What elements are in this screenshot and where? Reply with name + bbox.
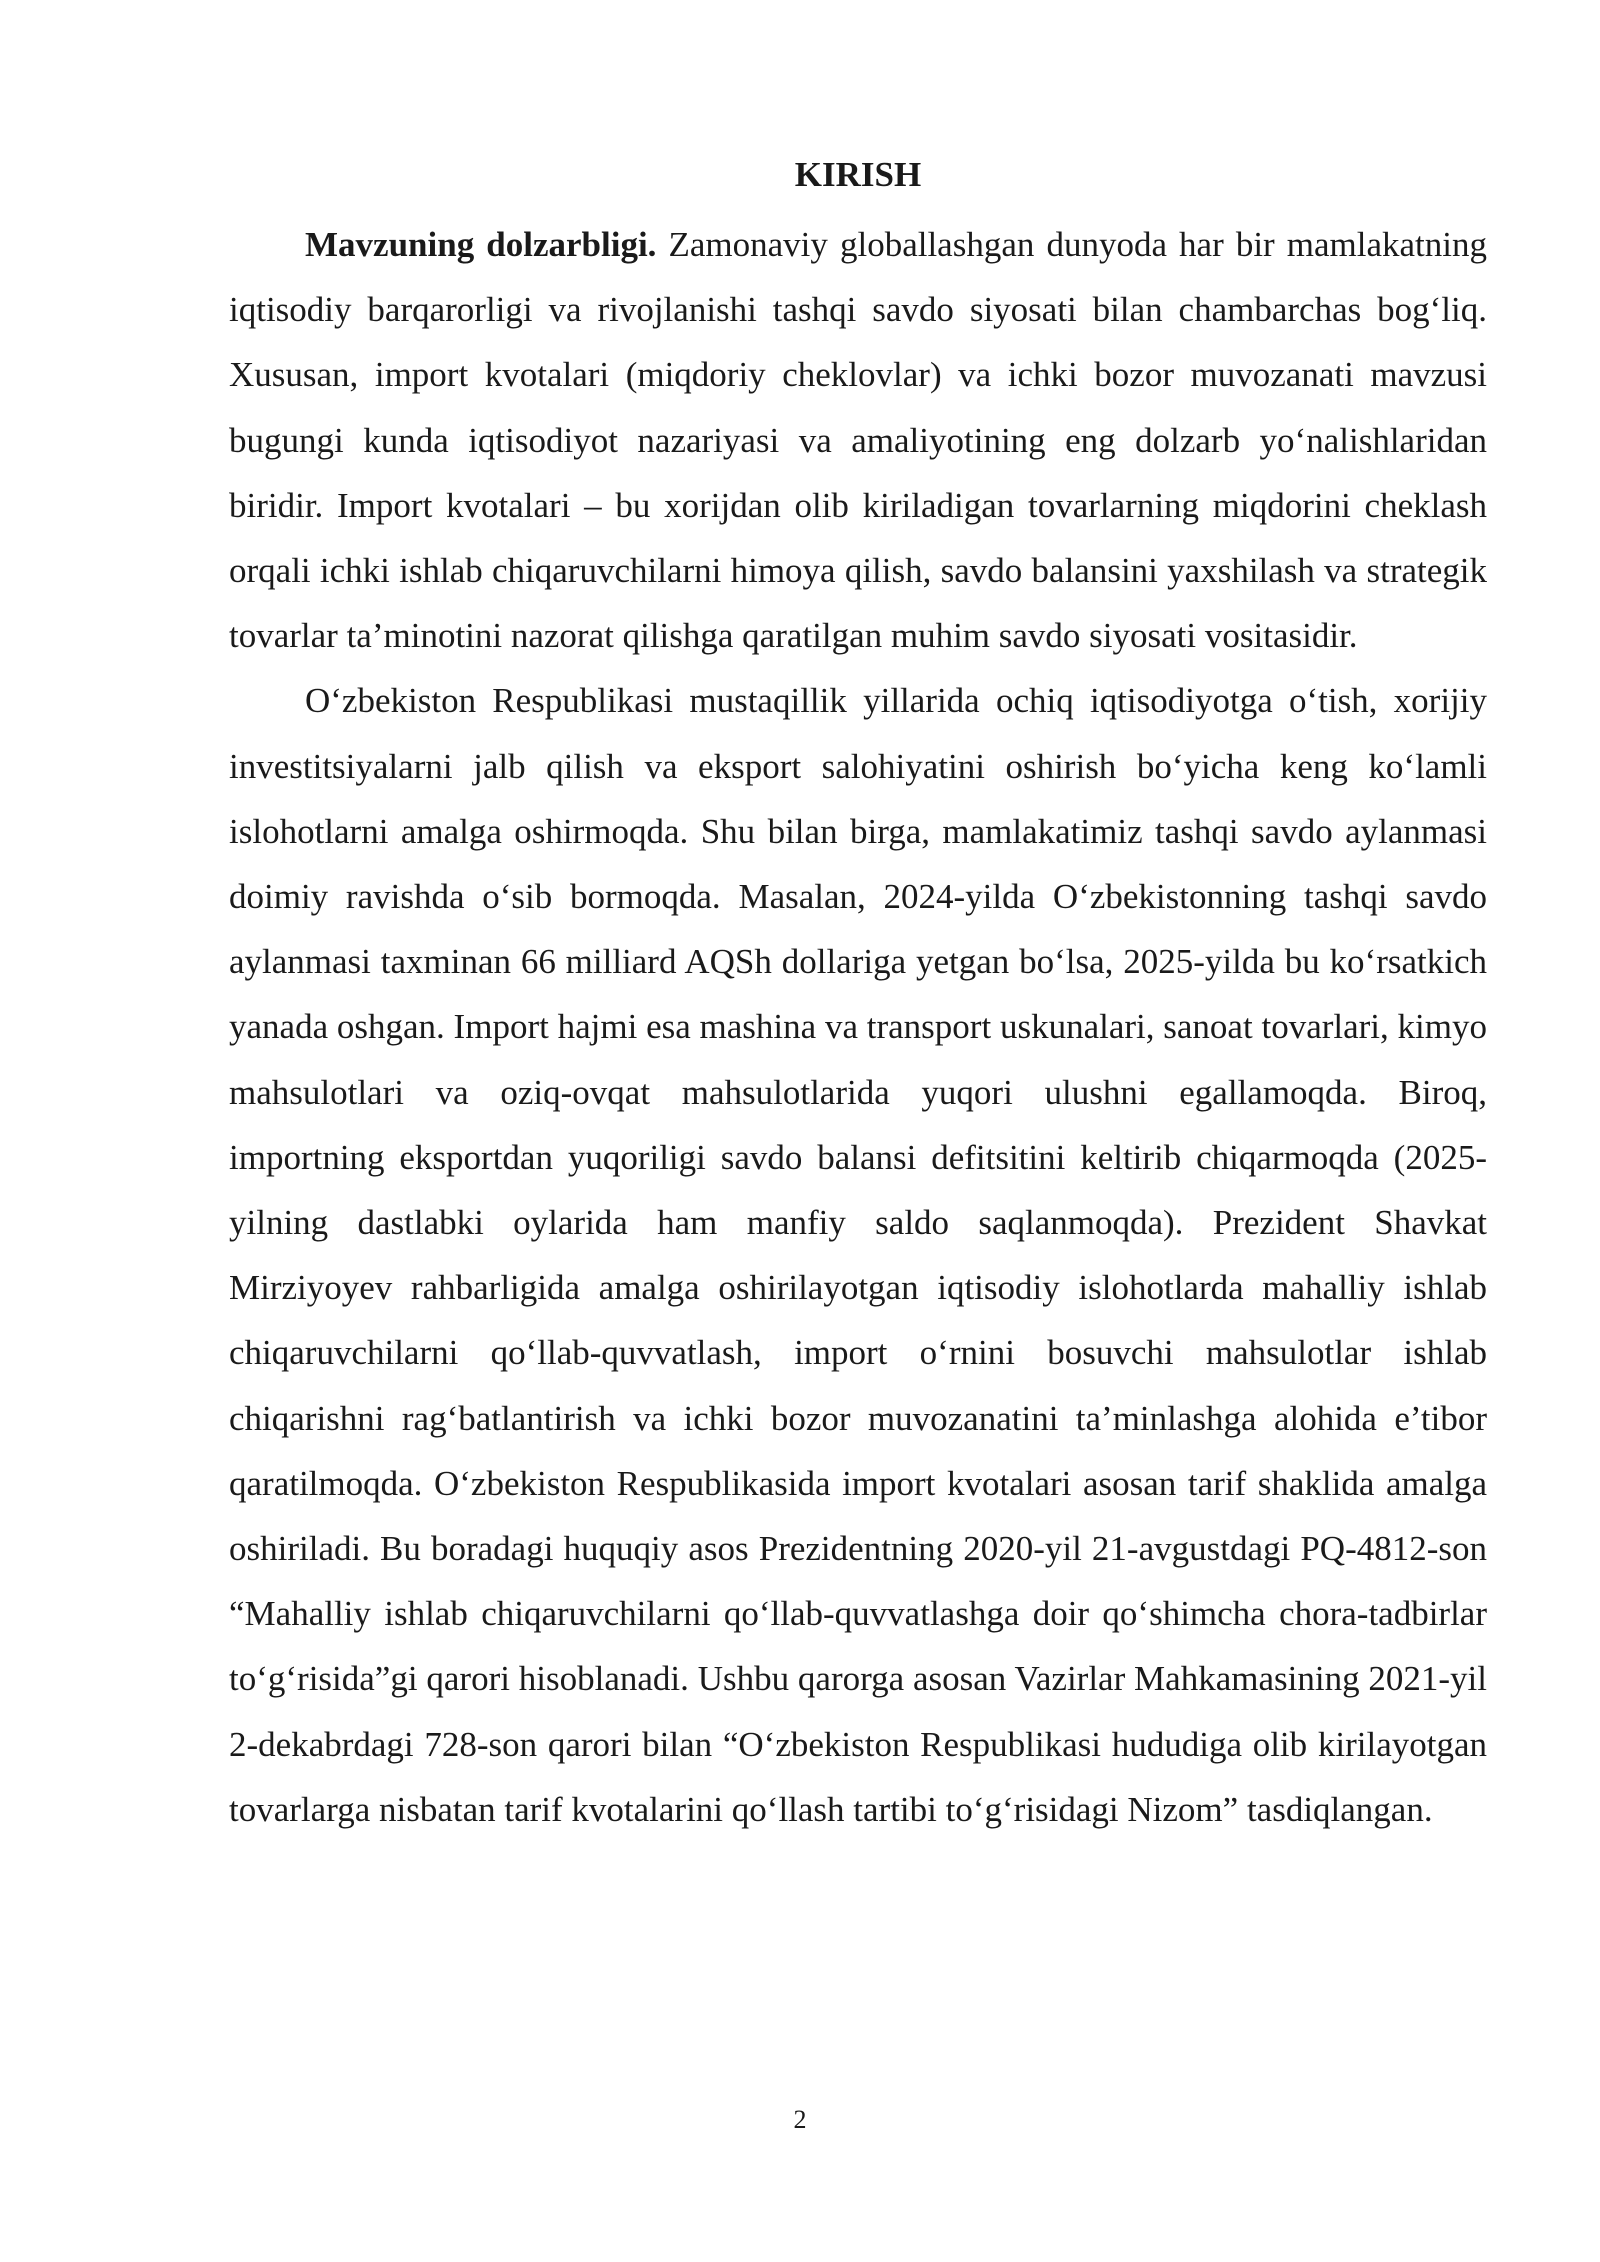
section-heading: KIRISH	[794, 155, 922, 194]
page-content	[229, 148, 1487, 1842]
page-number: 2	[793, 2105, 807, 2134]
paragraph-relevance	[229, 212, 1487, 668]
paragraph-lead-text: Mavzuning dolzarbligi.	[305, 225, 657, 264]
paragraph-body-text: Zamonaviy globallashgan dunyoda har bir mamlakatning iqtisodiy barqarorligi va rivojlanishi tashqi savdo siyosati bilan chambarchas bog‘liq. Xususan, import kvotalari (miqdoriy cheklovlar) va ichki bozor muvozanati mavzusi bugungi kunda iqtisodiyot nazariyasi va amaliyotining eng dolzarb yo‘nalishlaridan biridir. Import kvotalari – bu xorijdan olib kiriladigan tovarlarning miqdorini cheklash orqali ichki ishlab chiqaruvchilarni himoya qilish, savdo balansini yaxshilash va strategik tovarlar ta’minotini nazorat qilishga qaratilgan muhim savdo siyosati vositasidir.	[229, 225, 1487, 656]
paragraph-uzbekistan-trade: O‘zbekiston Respublikasi mustaqillik yillarida ochiq iqtisodiyotga o‘tish, xorijiy investitsiyalarni jalb qilish va eksport salohiyatini oshirish bo‘yicha keng ko‘lamli islohotlarni amalga oshirmoqda. Shu bilan birga, mamlakatimiz tashqi savdo aylanmasi doimiy ravishda o‘sib bormoqda. Masalan, 2024-yilda O‘zbekistonning tashqi savdo aylanmasi taxminan 66 milliard AQSh dollariga yetgan bo‘lsa, 2025-yilda bu ko‘rsatkich yanada oshgan. Import hajmi esa mashina va transport uskunalari, sanoat tovarlari, kimyo mahsulotlari va oziq-ovqat mahsulotlarida yuqori ulushni egallamoqda. Biroq, importning eksportdan yuqoriligi savdo balansi defitsitini keltirib chiqarmoqda (2025-yilning dastlabki oylarida ham manfiy saldo saqlanmoqda). Prezident Shavkat Mirziyoyev rahbarligida amalga oshirilayotgan iqtisodiy islohotlarda mahalliy ishlab chiqaruvchilarni qo‘llab-quvvatlash, import o‘rnini bosuvchi mahsulotlar ishlab chiqarishni rag‘batlantirish va ichki bozor muvozanatini ta’minlashga alohida e’tibor qaratilmoqda. O‘zbekiston Respublikasida import kvotalari asosan tarif shaklida amalga oshiriladi. Bu boradagi huquqiy asos Prezidentning 2020-yil 21-avgustdagi PQ-4812-son “Mahalliy ishlab chiqaruvchilarni qo‘llab-quvvatlashga doir qo‘shimcha chora-tadbirlar to‘g‘risida”gi qarori hisoblanadi. Ushbu qarorga asosan Vazirlar Mahkamasining 2021-yil 2-dekabrdagi 728-son qarori bilan “O‘zbekiston Respublikasi hududiga olib kirilayotgan tovarlarga nisbatan tarif kvotalarini qo‘llash tartibi to‘g‘risidagi Nizom” tasdiqlangan.	[229, 681, 1487, 1829]
